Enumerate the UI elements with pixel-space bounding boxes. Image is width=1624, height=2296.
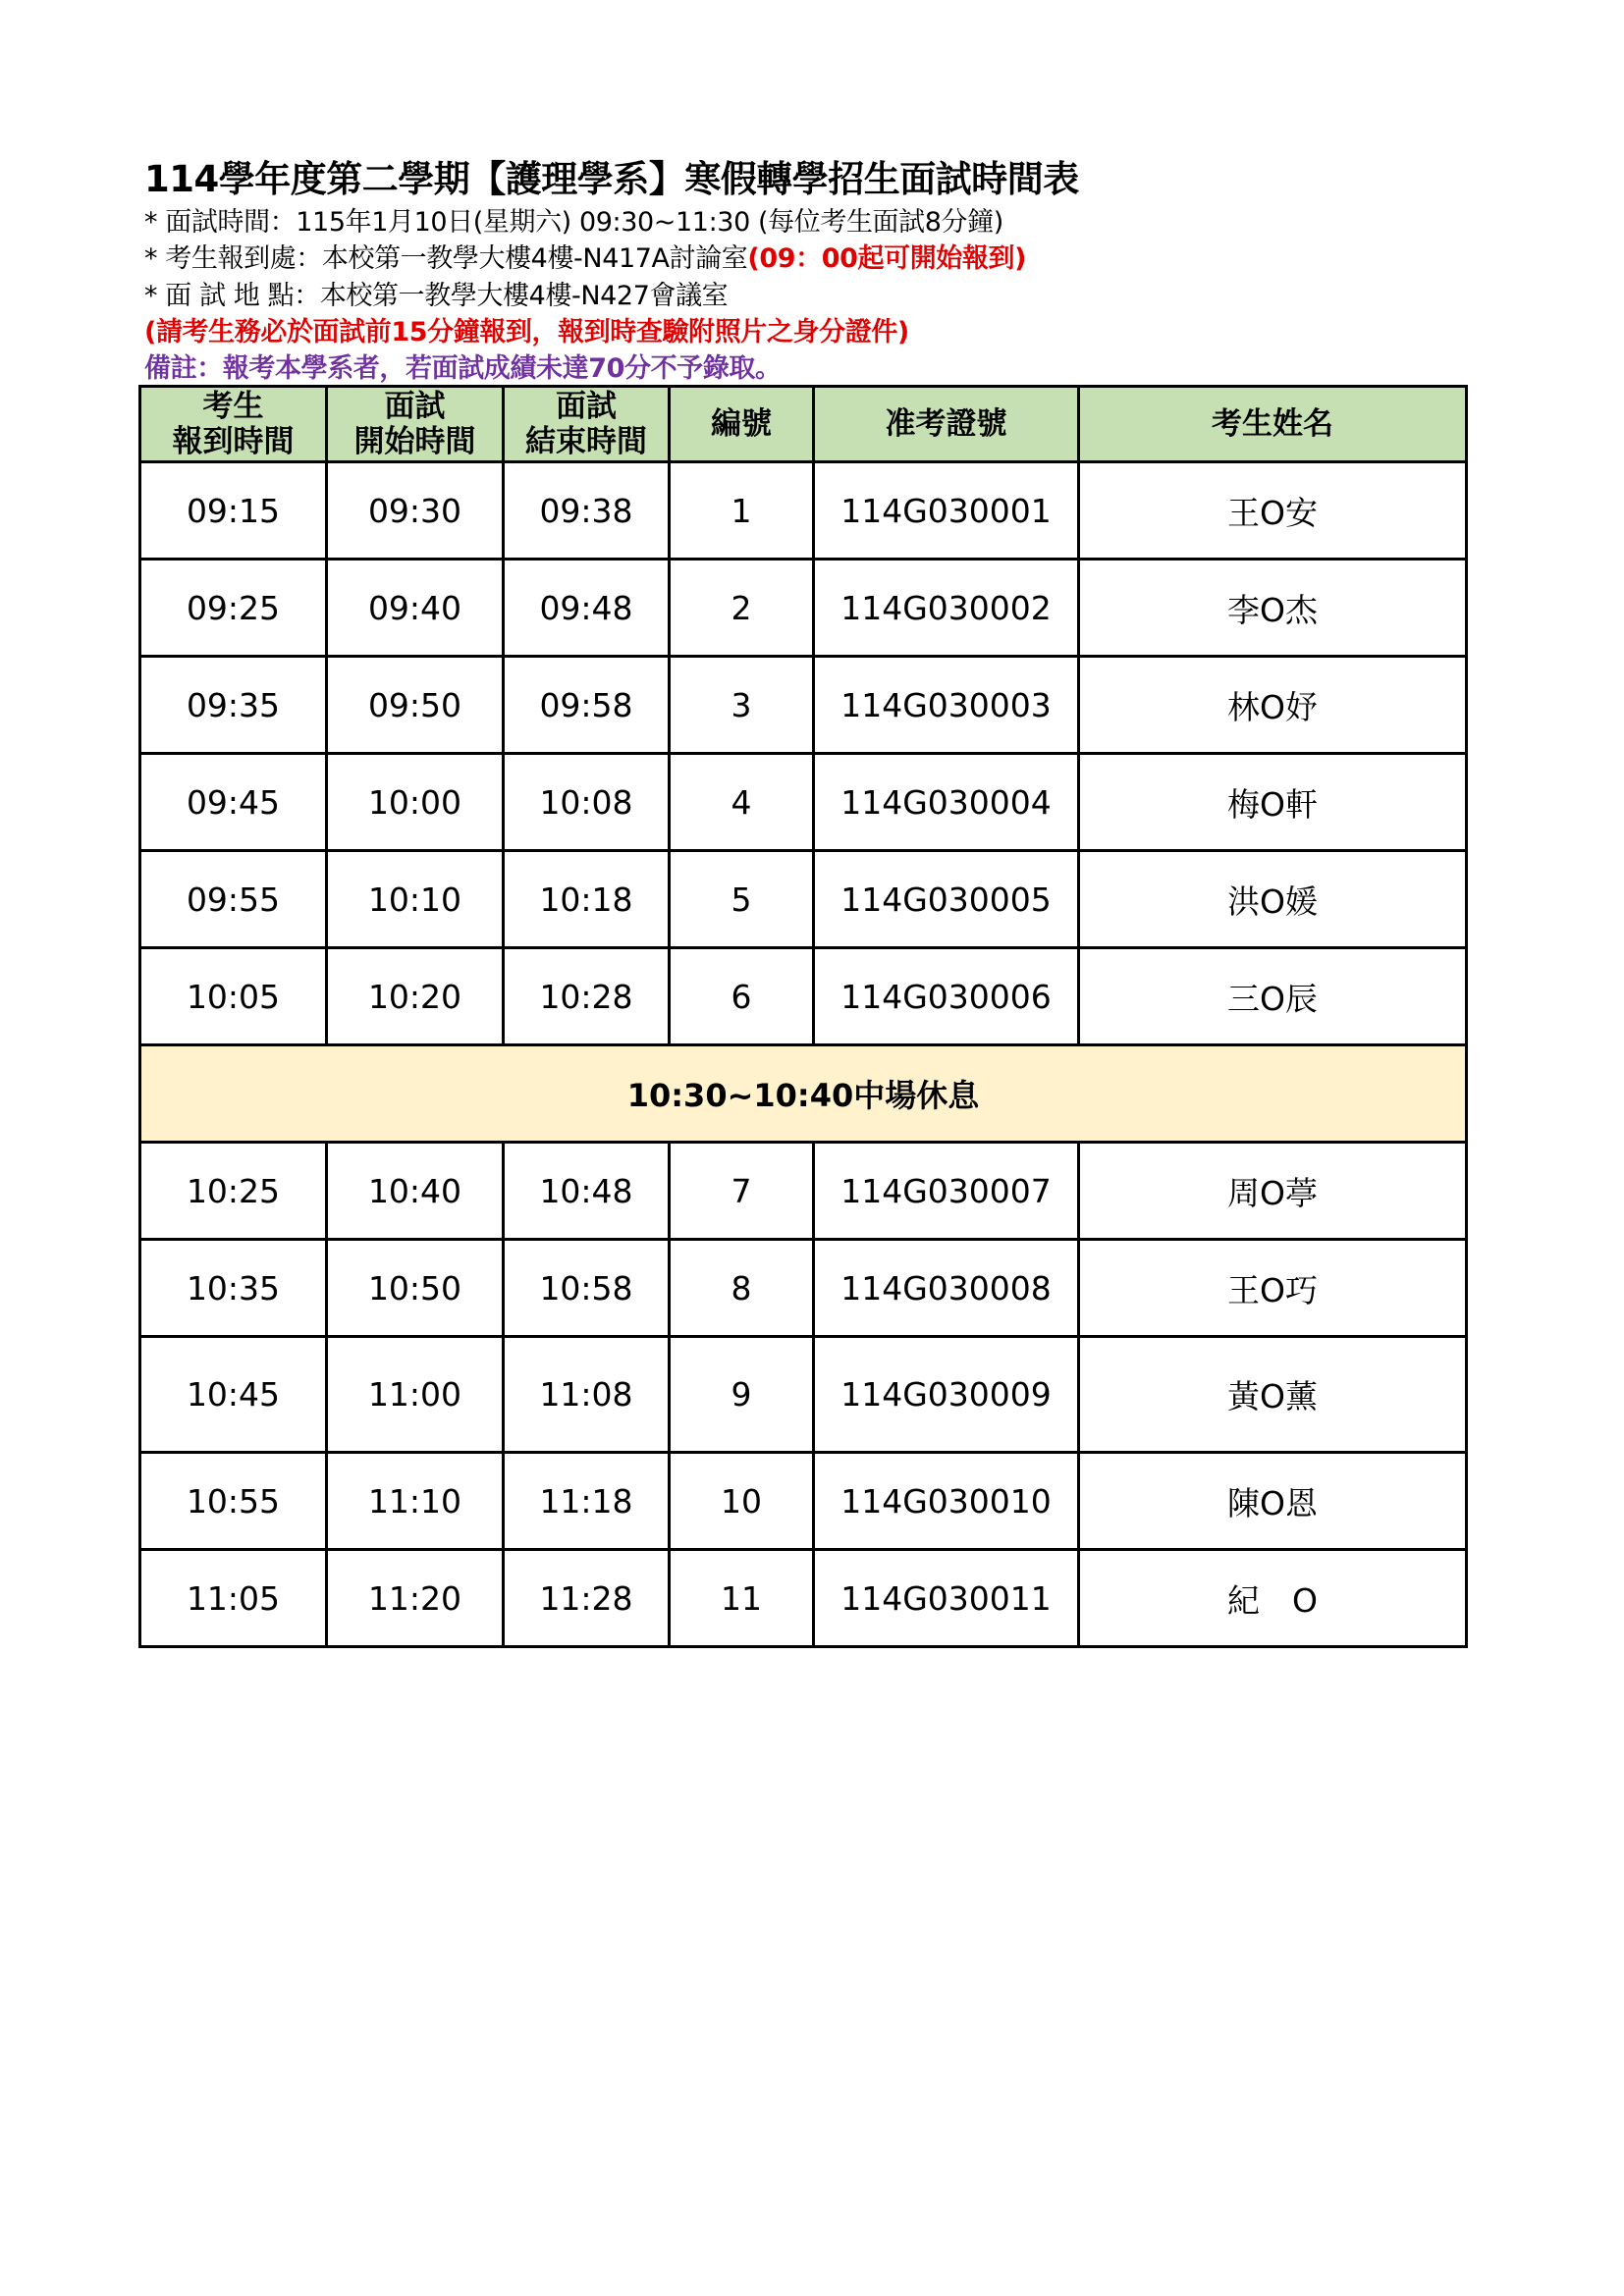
- checkin-start-note: (09：00起可開始報到): [747, 243, 1027, 274]
- candidate-name: 林O妤: [1079, 657, 1467, 754]
- table-row: [140, 1240, 1467, 1337]
- candidate-number: 1: [670, 462, 814, 560]
- end-time: 09:38: [504, 462, 670, 560]
- table-row: [140, 851, 1467, 948]
- candidate-name: 陳O恩: [1079, 1453, 1467, 1550]
- ticket-number: 114G030011: [814, 1550, 1079, 1647]
- end-time: 10:28: [504, 948, 670, 1045]
- start-time: 10:40: [327, 1143, 504, 1240]
- start-time: 11:20: [327, 1550, 504, 1647]
- candidate-name: 黃O薰: [1079, 1337, 1467, 1453]
- table-row: [140, 560, 1467, 657]
- ticket-number: 114G030004: [814, 754, 1079, 851]
- candidate-name: 周O葶: [1079, 1143, 1467, 1240]
- end-time: 09:58: [504, 657, 670, 754]
- header-candidate-name: 考生姓名: [1079, 387, 1467, 462]
- remark-note: 備註：報考本學系者，若面試成績未達70分不予錄取。: [144, 353, 782, 384]
- candidate-name: 李O杰: [1079, 560, 1467, 657]
- end-time: 11:28: [504, 1550, 670, 1647]
- break-row: [140, 1045, 1467, 1143]
- header-start-time: 面試 開始時間: [327, 387, 504, 462]
- checkin-time: 10:05: [140, 948, 327, 1045]
- checkin-time: 10:45: [140, 1337, 327, 1453]
- candidate-name: 梅O軒: [1079, 754, 1467, 851]
- end-time: 11:08: [504, 1337, 670, 1453]
- ticket-number: 114G030008: [814, 1240, 1079, 1337]
- start-time: 11:10: [327, 1453, 504, 1550]
- checkin-time: 09:35: [140, 657, 327, 754]
- table-row: [140, 1453, 1467, 1550]
- checkin-time: 09:15: [140, 462, 327, 560]
- table-row: [140, 462, 1467, 560]
- start-time: 10:50: [327, 1240, 504, 1337]
- end-time: 10:18: [504, 851, 670, 948]
- ticket-number: 114G030001: [814, 462, 1079, 560]
- candidate-number: 9: [670, 1337, 814, 1453]
- end-time: 11:18: [504, 1453, 670, 1550]
- checkin-time: 09:45: [140, 754, 327, 851]
- end-time: 10:08: [504, 754, 670, 851]
- candidate-name: 洪O媛: [1079, 851, 1467, 948]
- table-row: [140, 1337, 1467, 1453]
- candidate-name: 三O辰: [1079, 948, 1467, 1045]
- header-end-time: 面試 結束時間: [504, 387, 670, 462]
- start-time: 09:40: [327, 560, 504, 657]
- candidate-number: 10: [670, 1453, 814, 1550]
- table-row: [140, 1550, 1467, 1647]
- ticket-number: 114G030005: [814, 851, 1079, 948]
- end-time: 10:58: [504, 1240, 670, 1337]
- table-row: [140, 657, 1467, 754]
- reminder-note: (請考生務必於面試前15分鐘報到，報到時查驗附照片之身分證件): [144, 317, 909, 347]
- candidate-number: 7: [670, 1143, 814, 1240]
- start-time: 09:50: [327, 657, 504, 754]
- candidate-number: 6: [670, 948, 814, 1045]
- checkin-time: 09:25: [140, 560, 327, 657]
- checkin-time: 11:05: [140, 1550, 327, 1647]
- header-checkin-time: 考生 報到時間: [140, 387, 327, 462]
- checkin-time: 09:55: [140, 851, 327, 948]
- table-row: [140, 1143, 1467, 1240]
- start-time: 10:20: [327, 948, 504, 1045]
- checkin-time: 10:25: [140, 1143, 327, 1240]
- ticket-number: 114G030002: [814, 560, 1079, 657]
- candidate-name: 紀 O: [1079, 1550, 1467, 1647]
- table-row: [140, 754, 1467, 851]
- end-time: 10:48: [504, 1143, 670, 1240]
- header-number: 編號: [670, 387, 814, 462]
- end-time: 09:48: [504, 560, 670, 657]
- candidate-number: 8: [670, 1240, 814, 1337]
- table-header-row: [140, 387, 1467, 462]
- checkin-time: 10:35: [140, 1240, 327, 1337]
- candidate-number: 4: [670, 754, 814, 851]
- checkin-time: 10:55: [140, 1453, 327, 1550]
- page-title: 114學年度第二學期【護理學系】寒假轉學招生面試時間表: [144, 158, 1079, 200]
- candidate-number: 3: [670, 657, 814, 754]
- interview-location-info: * 面 試 地 點：本校第一教學大樓4樓-N427會議室: [144, 281, 729, 311]
- candidate-number: 5: [670, 851, 814, 948]
- start-time: 10:00: [327, 754, 504, 851]
- checkin-location-text: * 考生報到處：本校第一教學大樓4樓-N417A討論室: [144, 243, 748, 274]
- break-label: 10:30~10:40中場休息: [140, 1045, 1467, 1143]
- interview-schedule-table: [138, 385, 1468, 1648]
- ticket-number: 114G030009: [814, 1337, 1079, 1453]
- candidate-number: 11: [670, 1550, 814, 1647]
- candidate-name: 王O安: [1079, 462, 1467, 560]
- start-time: 09:30: [327, 462, 504, 560]
- header-ticket-number: 准考證號: [814, 387, 1079, 462]
- ticket-number: 114G030003: [814, 657, 1079, 754]
- start-time: 10:10: [327, 851, 504, 948]
- table-row: [140, 948, 1467, 1045]
- candidate-name: 王O巧: [1079, 1240, 1467, 1337]
- ticket-number: 114G030010: [814, 1453, 1079, 1550]
- interview-time-info: * 面試時間：115年1月10日(星期六) 09:30~11:30 (每位考生面試8分鐘): [144, 207, 1003, 238]
- candidate-number: 2: [670, 560, 814, 657]
- ticket-number: 114G030006: [814, 948, 1079, 1045]
- start-time: 11:00: [327, 1337, 504, 1453]
- ticket-number: 114G030007: [814, 1143, 1079, 1240]
- checkin-location-info: [144, 237, 1026, 275]
